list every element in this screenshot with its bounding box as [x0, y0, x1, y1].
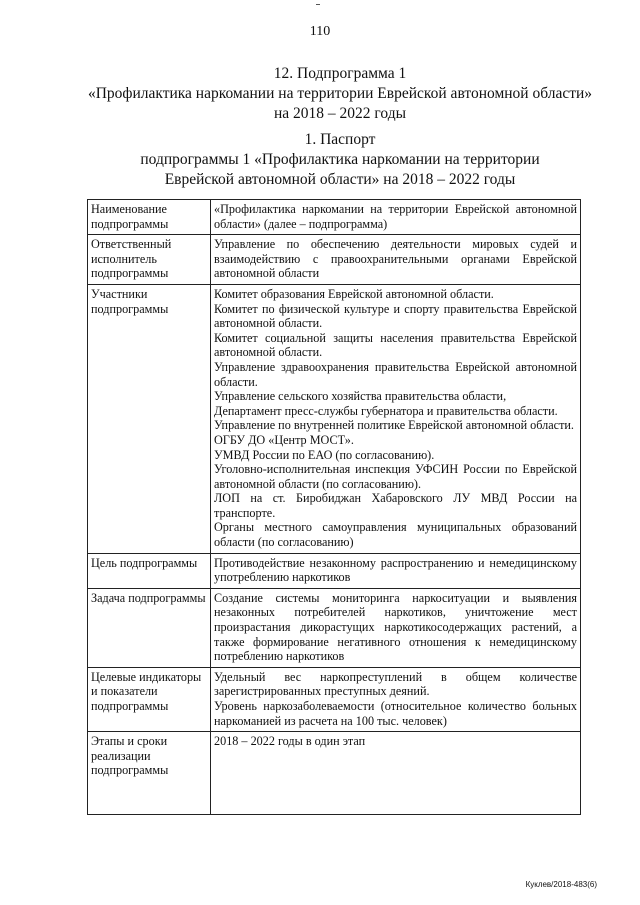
participant-item: Департамент пресс-службы губернатора и правительства области.: [214, 403, 558, 418]
value-text: Управление по обеспечению деятельности мировых судей и взаимодействию с правоохранительными органами Еврейской автономной области: [214, 237, 577, 281]
subprogram-title-line: «Профилактика наркомании на территории Еврейской автономной области»: [87, 85, 593, 102]
row-value: [211, 284, 581, 553]
value-text: «Профилактика наркомании на территории Еврейской автономной области» (далее – подпрограмма): [214, 202, 577, 231]
participant-item: Органы местного самоуправления муниципальных образований области (по согласованию): [214, 520, 577, 550]
page-number: 110: [309, 24, 331, 39]
indicator-item: Уровень наркозаболеваемости (относительное количество больных наркоманией из расчета на 100 тыс. человек): [214, 699, 577, 728]
value-text: Создание системы мониторинга наркоситуации и выявления незаконных потребителей наркотиков, уничтожение мест произрастания дикорастущих наркотикосодержащих растений, а также формирование негативного отношения к немедицинскому потреблению наркотиков: [214, 590, 577, 664]
participant-item: Уголовно-исполнительная инспекция УФСИН России по Еврейской автономной области (по согласованию).: [214, 462, 577, 491]
row-value: [211, 667, 581, 731]
subprogram-title: [40, 64, 640, 124]
row-label: Этапы и сроки реализации подпрограммы: [88, 732, 211, 815]
participant-item: Управление по внутренней политике Еврейской автономной области.: [214, 418, 574, 433]
participant-item: ЛОП на ст. Биробиджан Хабаровского ЛУ МВД России на транспорте.: [214, 491, 577, 520]
participant-item: Управление здравоохранения правительства Еврейской автономной области.: [214, 359, 577, 389]
table-row: [88, 732, 581, 815]
passport-title-line: подпрограммы 1 «Профилактика наркомании на территории: [140, 151, 540, 168]
participant-item: Комитет образования Еврейской автономной области.: [214, 286, 494, 301]
table-row: [88, 235, 581, 285]
table-row: [88, 667, 581, 731]
participant-item: ОГБУ ДО «Центр МОСТ».: [214, 432, 354, 447]
indicator-item: Удельный вес наркопреступлений в общем количестве зарегистрированных преступных деяний.: [214, 669, 577, 699]
table-row: [88, 200, 581, 235]
passport-title: [40, 130, 640, 190]
value-text: 2018 – 2022 годы в один этап: [214, 734, 366, 749]
passport-title-line: 1. Паспорт: [304, 131, 376, 148]
table-row: [88, 553, 581, 588]
passport-table: [87, 199, 581, 815]
footer-reference: Куклев/2018-483(6): [525, 880, 597, 889]
participant-item: Управление сельского хозяйства правительства области,: [214, 389, 507, 404]
row-label: Цель подпрограммы: [88, 553, 211, 588]
row-value: [211, 235, 581, 285]
subprogram-title-line: 12. Подпрограмма 1: [273, 65, 407, 82]
subprogram-title-line: на 2018 – 2022 годы: [274, 105, 406, 122]
participant-item: УМВД России по ЕАО (по согласованию).: [214, 447, 435, 462]
passport-title-line: Еврейской автономной области» на 2018 – 2022 годы: [164, 171, 516, 188]
row-label: Целевые индикаторы и показатели подпрограммы: [88, 667, 211, 731]
participant-item: Комитет социальной защиты населения правительства Еврейской автономной области.: [214, 330, 577, 360]
table-row: [88, 284, 581, 553]
row-value: [211, 553, 581, 588]
participant-item: Комитет по физической культуре и спорту правительства Еврейской автономной области.: [214, 301, 577, 331]
row-label: Наименование подпрограммы: [88, 200, 211, 235]
row-label: Участники подпрограммы: [88, 284, 211, 553]
row-value: [211, 200, 581, 235]
row-label: Задача подпрограммы: [88, 588, 211, 667]
table-row: [88, 588, 581, 667]
value-text: Противодействие незаконному распространению и немедицинскому употреблению наркотиков: [214, 555, 577, 585]
scan-mark: [316, 4, 320, 5]
row-value: [211, 588, 581, 667]
row-label: Ответственный исполнитель подпрограммы: [88, 235, 211, 285]
row-value: [211, 732, 581, 815]
